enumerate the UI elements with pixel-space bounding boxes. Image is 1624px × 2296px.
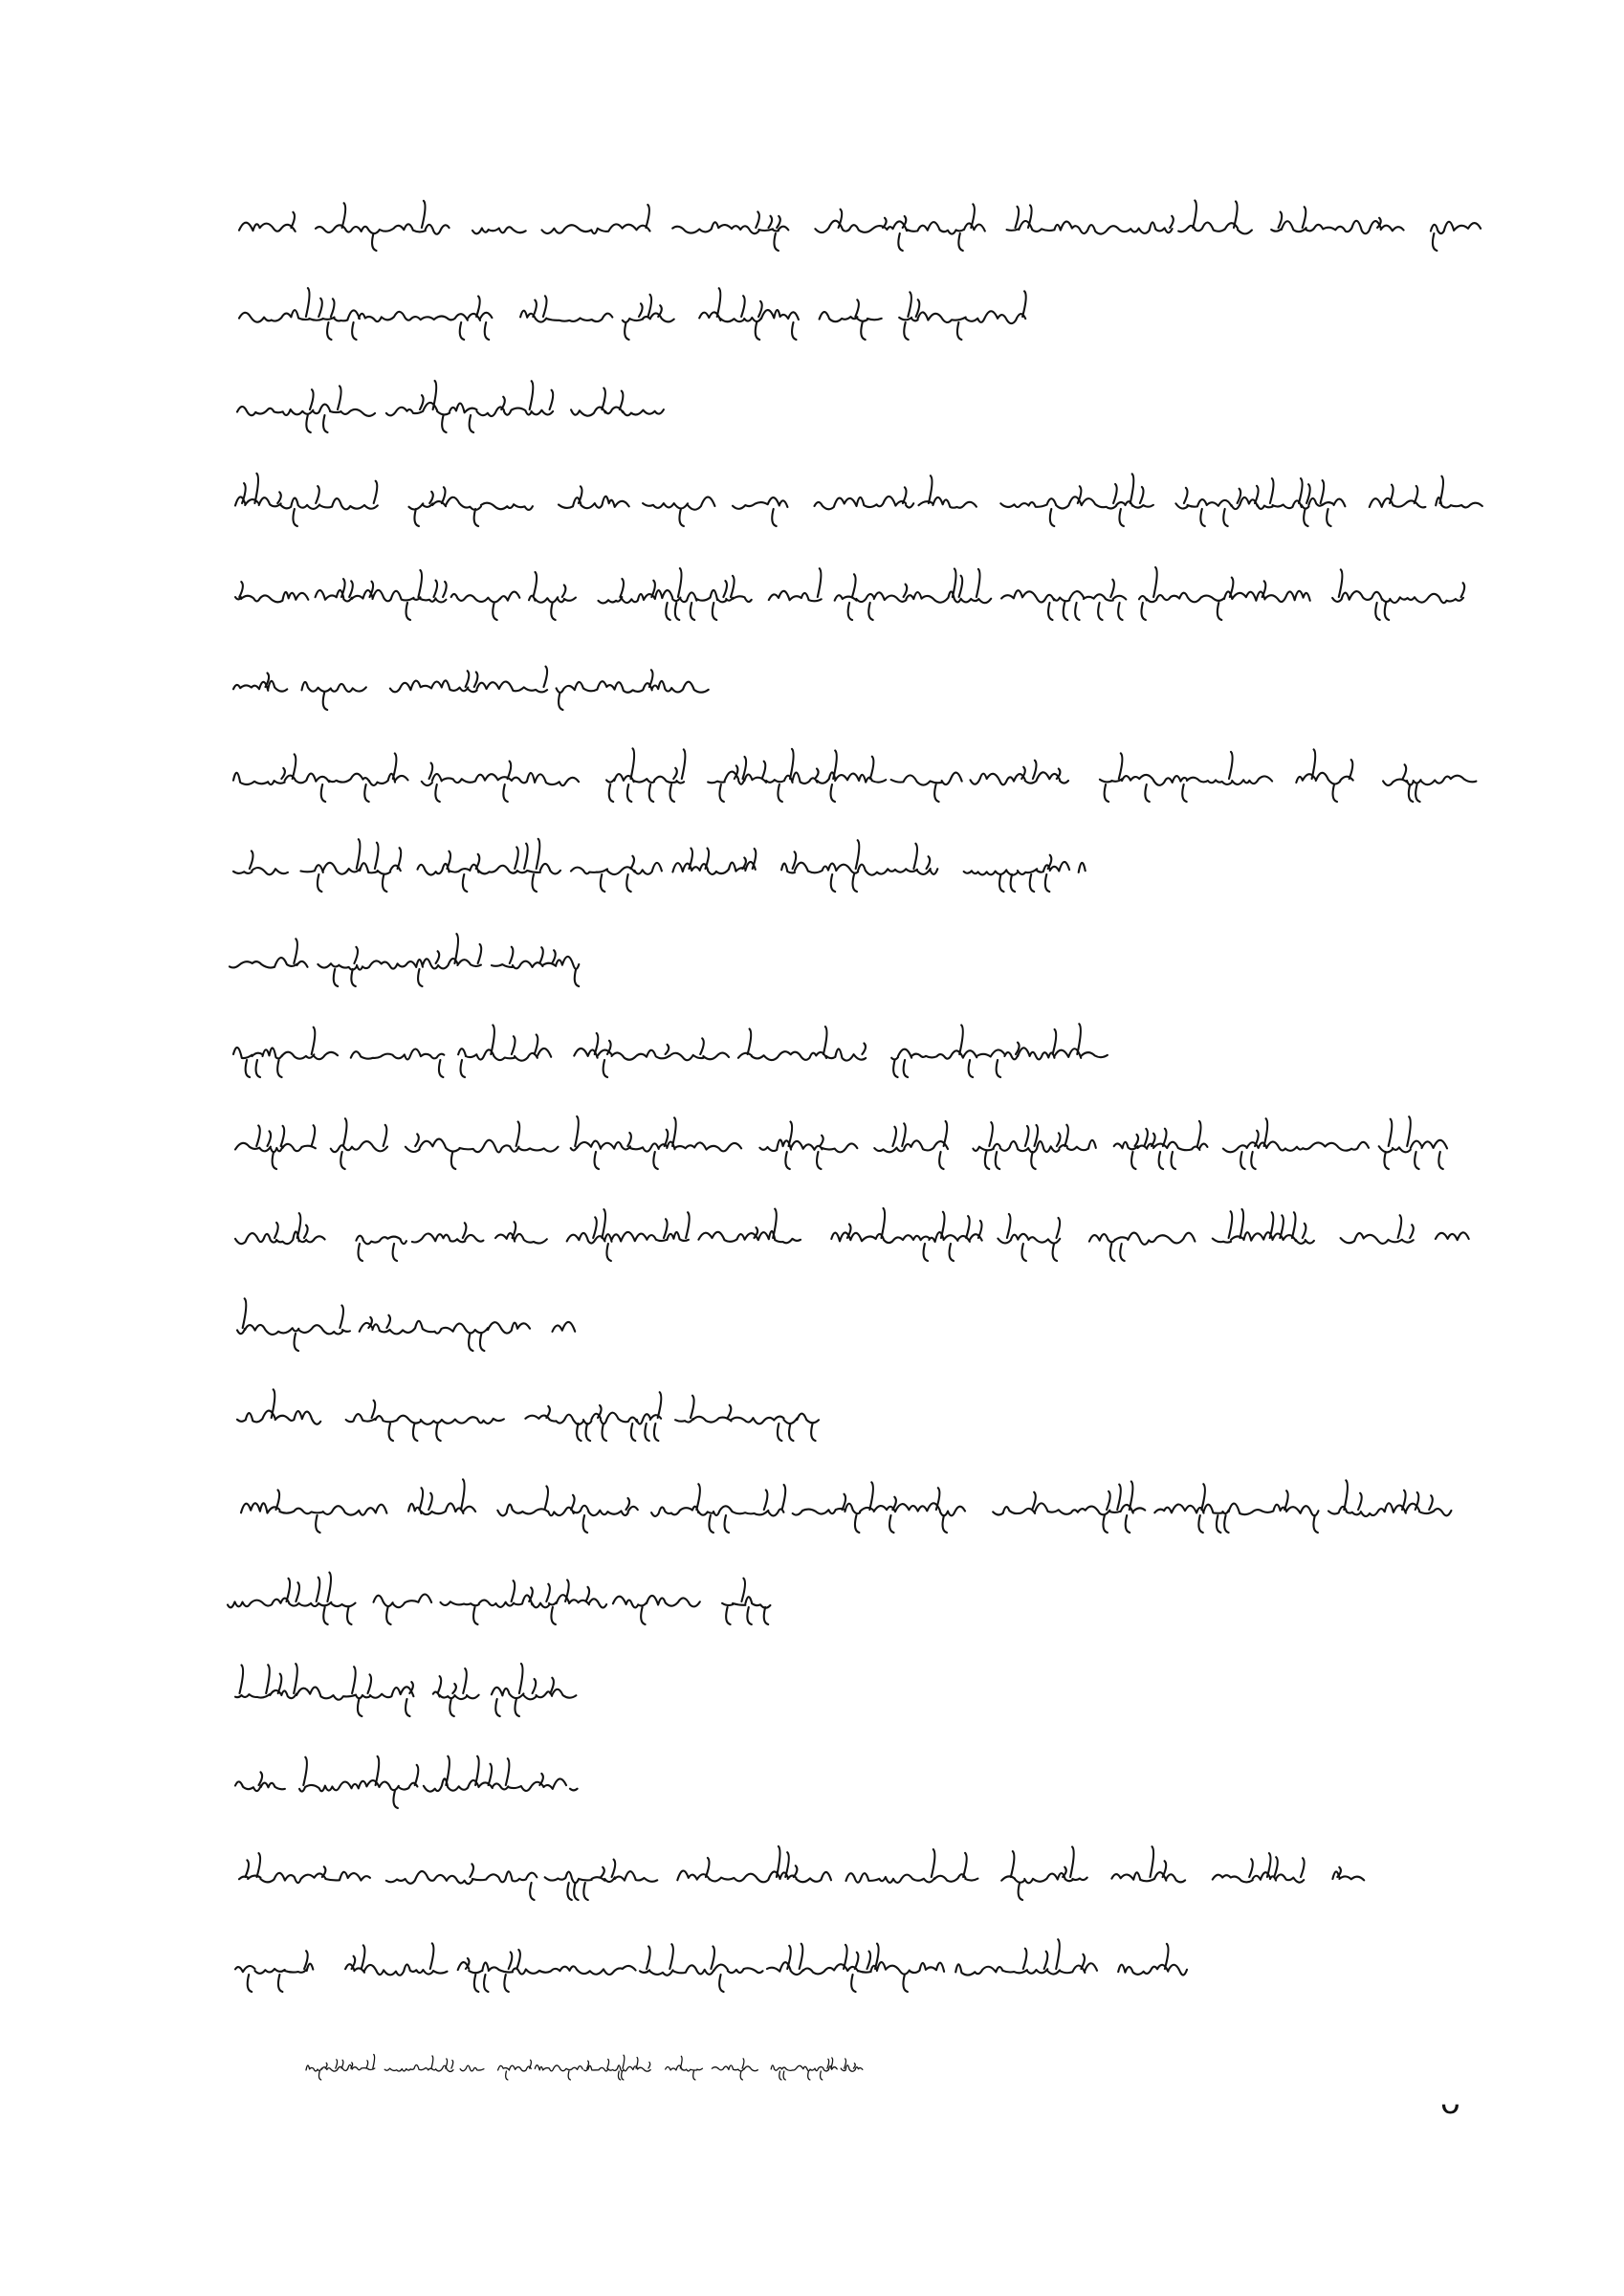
manuscript-line	[241, 1479, 1451, 1533]
manuscript-line	[235, 1664, 576, 1716]
footnote-line	[306, 2055, 863, 2081]
manuscript-line	[235, 474, 1482, 526]
manuscript-line	[237, 1298, 575, 1351]
manuscript-line	[233, 1024, 1108, 1077]
manuscript-line	[233, 667, 709, 710]
manuscript-line	[235, 1939, 1187, 1992]
manuscript-line	[239, 201, 1481, 252]
manuscript-line	[239, 1846, 1364, 1900]
manuscript-line	[233, 839, 1086, 892]
manuscript-line	[235, 567, 1464, 620]
manuscript-line	[235, 1208, 1469, 1261]
page-mark: ᴗ	[1440, 2084, 1460, 2122]
manuscript-line	[239, 288, 1026, 340]
manuscript-line	[235, 1756, 578, 1808]
manuscript-line	[233, 748, 1476, 802]
manuscript-line	[235, 1116, 1447, 1169]
manuscript-line	[237, 1389, 819, 1441]
manuscript-line	[228, 1573, 770, 1624]
manuscript-line	[237, 381, 664, 432]
manuscript-line	[230, 934, 579, 986]
